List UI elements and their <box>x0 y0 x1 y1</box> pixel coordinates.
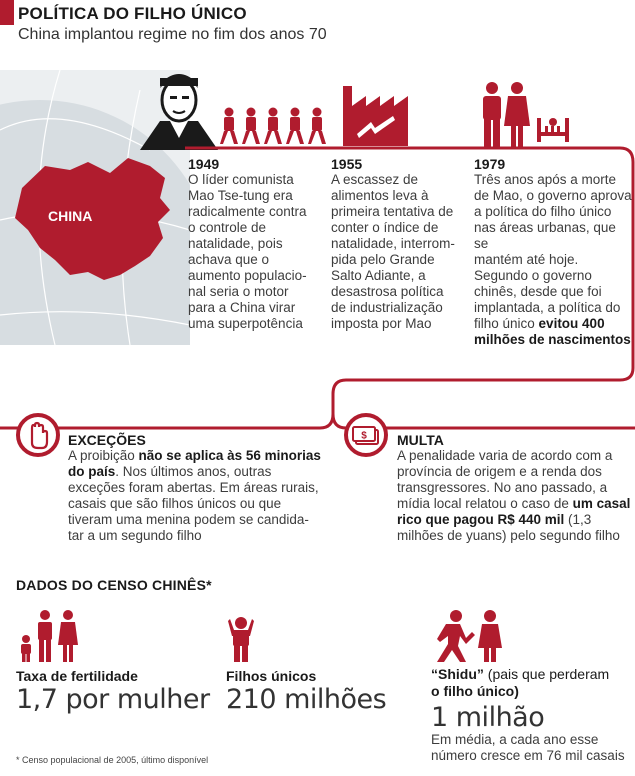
timeline-entry-1979 <box>474 156 632 348</box>
factory-icon <box>343 76 408 146</box>
shidu-note: Em média, a cada ano esse número cresce em 76 mil casais <box>431 732 625 763</box>
map-label-china: CHINA <box>48 208 93 224</box>
mao-portrait-icon <box>140 66 218 150</box>
census-title: DADOS DO CENSO CHINÊS* <box>16 577 212 593</box>
timeline-entry-1955 <box>331 156 476 332</box>
stat-value: 1 milhão <box>431 702 545 733</box>
stat-value: 210 milhões <box>226 684 387 715</box>
svg-text:$: $ <box>361 430 367 442</box>
entry-text: O líder comunista Mao Tse-tung era radicalmente contra o controle de natalidade, pois achava que o aumento populacio- nal seria o motor para a China virar uma superpotência <box>188 172 307 331</box>
money-icon <box>348 417 384 453</box>
excecoes-section <box>68 432 333 544</box>
excecoes-title: EXCEÇÕES <box>68 432 146 448</box>
stat-label-shidu: “Shidu” (pais que perderam o filho único) <box>431 666 610 699</box>
baby-crib-icon <box>537 112 569 142</box>
multa-text: A penalidade varia de acordo com a província de origem e a renda dos transgressores. No ano passado, a mídia local relatou o caso de um casal rico que pagou R$ 440 mil (1,3 milhões de yuans) pelo segundo filho <box>397 448 631 543</box>
hand-stop-icon <box>20 417 56 453</box>
year-label: 1979 <box>474 156 506 172</box>
multa-badge <box>344 413 388 457</box>
page-subtitle: China implantou regime no fim dos anos 70 <box>18 26 327 43</box>
page-title: POLÍTICA DO FILHO ÚNICO <box>18 4 247 23</box>
shidu-parents-icon <box>432 610 502 662</box>
single-child-icon <box>228 616 254 662</box>
stat-value: 1,7 por mulher <box>16 684 210 715</box>
stat-label: Taxa de fertilidade <box>16 668 138 684</box>
excecoes-text: A proibição não se aplica às 56 minorias do país. Nos últimos anos, outras exceções foram abertas. Em áreas rurais, casais que são filhos únicos ou que tiveram uma menina podem se candida- tar a um segundo filho <box>68 448 321 543</box>
stat-label: Filhos únicos <box>226 668 317 684</box>
footnote: * Censo populacional de 2005, último disponível <box>16 755 209 765</box>
excecoes-badge <box>16 413 60 457</box>
timeline-entry-1949 <box>188 156 328 332</box>
multa-title: MULTA <box>397 432 444 448</box>
entry-text: Três anos após a morte de Mao, o governo aprova a política do filho único nas áreas urbanas, que se mantém até hoje. Segundo o governo chinês, desde que foi implantada, a política do filho único evitou 400 milhões de nascimentos <box>474 172 632 347</box>
year-label: 1949 <box>188 156 220 172</box>
title-accent-bar <box>0 0 14 25</box>
entry-text: A escassez de alimentos leva à primeira tentativa de conter o índice de natalidade, interrom- pida pelo Grande Salto Adiante, a desastrosa política de industrialização imposta por Mao <box>331 172 455 331</box>
year-label: 1955 <box>331 156 363 172</box>
multa-section <box>397 432 632 544</box>
family-icon <box>18 610 80 662</box>
couple-icon <box>480 82 530 148</box>
